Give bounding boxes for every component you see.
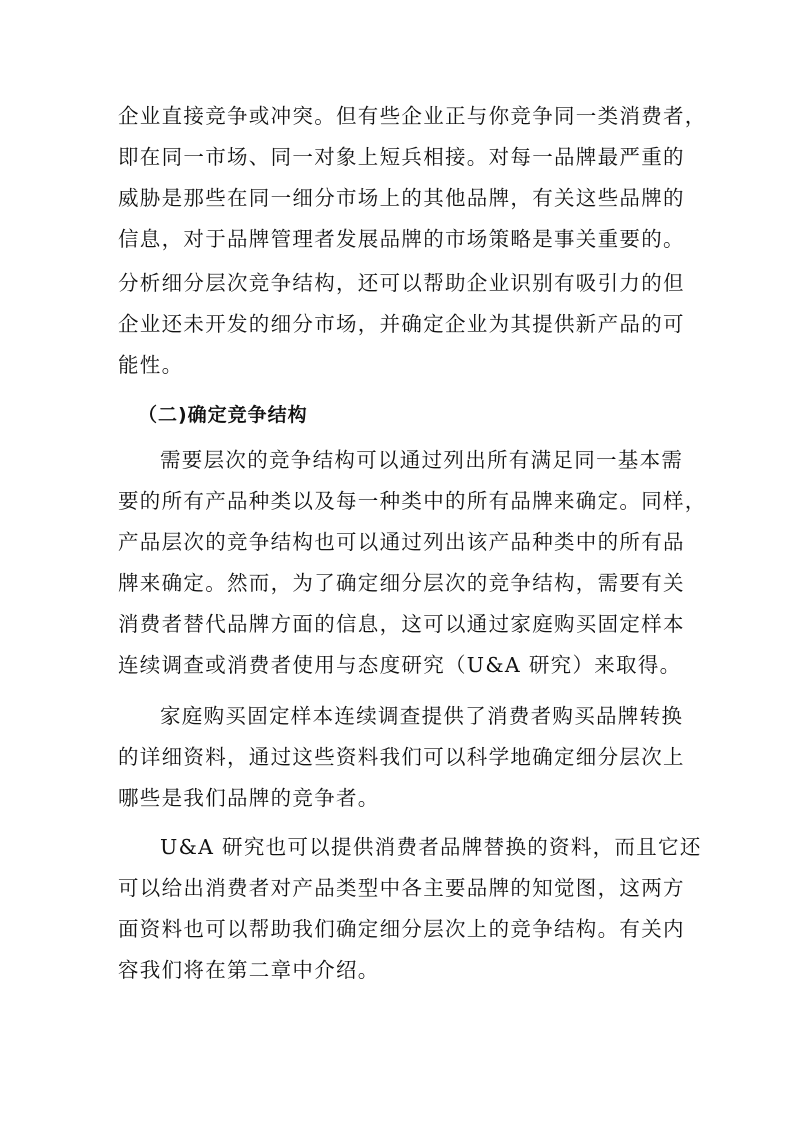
paragraph-1-line-3: 威胁是那些在同一细分市场上的其他品牌，有关这些品牌的 [118, 186, 685, 210]
paragraph-3-line-1: 需要层次的竞争结构可以通过列出所有满足同一基本需 [160, 448, 684, 472]
section-heading: （二)确定竞争结构 [138, 404, 308, 426]
paragraph-2-line-1: 分析细分层次竞争结构，还可以帮助企业识别有吸引力的但 [118, 271, 685, 295]
paragraph-2-line-2: 企业还未开发的细分市场，并确定企业为其提供新产品的可 [118, 312, 685, 336]
paragraph-1-line-2: 即在同一市场、同一对象上短兵相接。对每一品牌最严重的 [118, 145, 685, 169]
paragraph-3-line-6: 连续调查或消费者使用与态度研究（U&A 研究）来取得。 [118, 653, 682, 677]
paragraph-4-line-1: 家庭购买固定样本连续调查提供了消费者购买品牌转换 [160, 704, 684, 728]
paragraph-3-line-2: 要的所有产品种类以及每一种类中的所有品牌来确定。同样， [118, 489, 707, 513]
paragraph-3-line-3: 产品层次的竞争结构也可以通过列出该产品种类中的所有品 [118, 530, 685, 554]
paragraph-4-line-2: 的详细资料，通过这些资料我们可以科学地确定细分层次上 [118, 745, 685, 769]
paragraph-3-line-5: 消费者替代品牌方面的信息，这可以通过家庭购买固定样本 [118, 612, 685, 636]
paragraph-5-line-3: 面资料也可以帮助我们确定细分层次上的竞争结构。有关内 [118, 917, 685, 941]
paragraph-2-line-3: 能性。 [118, 353, 184, 377]
paragraph-4-line-3: 哪些是我们品牌的竞争者。 [118, 786, 380, 810]
paragraph-5-line-4: 容我们将在第二章中介绍。 [118, 958, 380, 982]
paragraph-5-line-2: 可以给出消费者对产品类型中各主要品牌的知觉图，这两方 [118, 876, 685, 900]
paragraph-5-line-1: U&A 研究也可以提供消费者品牌替换的资料，而且它还 [160, 835, 702, 859]
paragraph-3-line-4: 牌来确定。然而，为了确定细分层次的竞争结构，需要有关 [118, 571, 685, 595]
paragraph-1-line-4: 信息，对于品牌管理者发展品牌的市场策略是事关重要的。 [118, 227, 685, 251]
paragraph-1-line-1: 企业直接竞争或冲突。但有些企业正与你竞争同一类消费者， [118, 104, 707, 128]
